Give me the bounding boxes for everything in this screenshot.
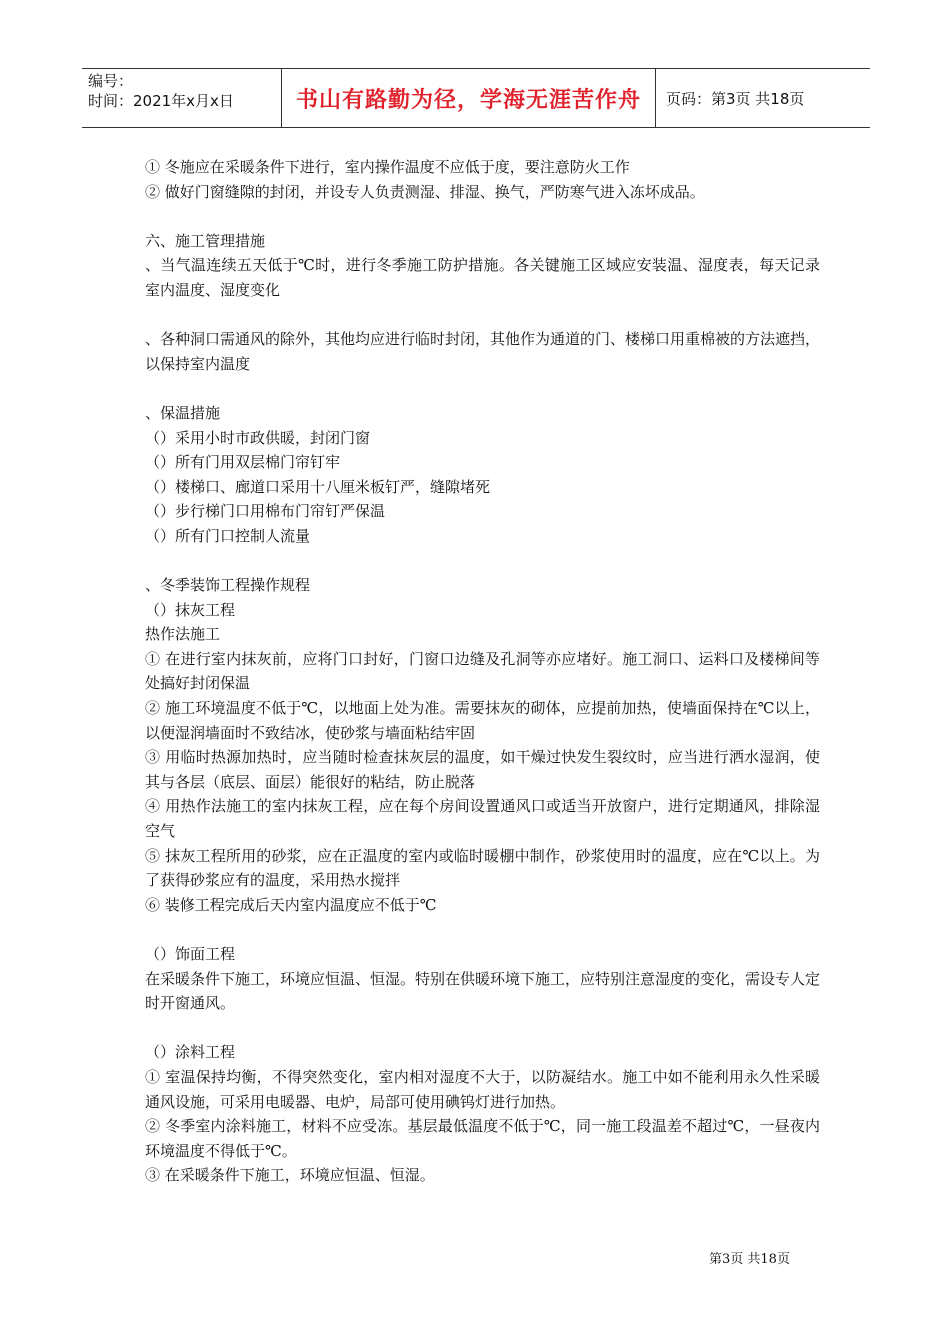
- body-paragraph: 、保温措施: [145, 403, 221, 422]
- body-paragraph: （）饰面工程: [145, 945, 236, 963]
- body-paragraph: （）采用小时市政供暖，封闭门窗: [145, 428, 371, 447]
- body-paragraph: ③ 在采暖条件下施工，环境应恒温、恒湿。: [145, 1166, 435, 1185]
- body-paragraph: ① 冬施应在采暖条件下进行，室内操作温度不应低于度，要注意防火工作: [145, 158, 630, 176]
- body-paragraph: 热作法施工: [145, 625, 221, 644]
- page-header: [82, 68, 870, 128]
- page-footer: [709, 1248, 790, 1267]
- body-paragraph: （）抹灰工程: [145, 600, 236, 619]
- paragraph-gap: [145, 376, 820, 401]
- body-paragraph: （）楼梯口、廊道口采用十八厘米板钉严，缝隙堵死: [145, 477, 491, 496]
- body-paragraph: ① 在进行室内抹灰前，应将门口封好，门窗口边缝及孔洞等亦应堵好。施工洞口、运料口及楼梯间等处搞好封闭保温: [145, 649, 820, 693]
- body-paragraph: ① 室温保持均衡，不得突然变化，室内相对湿度不大于，以防凝结水。施工中如不能利用永久性采暖通风设施，可采用电暖器、电炉，局部可使用碘钨灯进行加热。: [145, 1067, 820, 1111]
- document-date-label: 时间：2021年x月x日: [88, 92, 234, 110]
- body-paragraph: ④ 用热作法施工的室内抹灰工程，应在每个房间设置通风口或适当开放窗户，进行定期通风，排除湿空气: [145, 797, 820, 841]
- body-paragraph: 、冬季装饰工程操作规程: [145, 576, 311, 595]
- body-paragraph: ② 施工环境温度不低于℃，以地面上处为准。需要抹灰的砌体，应提前加热，使墙面保持在℃以上，以便湿润墙面时不致结冰，使砂浆与墙面粘结牢固: [145, 699, 820, 742]
- body-paragraph: 、当气温连续五天低于℃时，进行冬季施工防护措施。各关键施工区域应安装温、湿度表，每天记录室内温度、湿度变化: [145, 256, 820, 299]
- paragraph-gap: [145, 204, 820, 229]
- body-paragraph: ⑥ 装修工程完成后天内室内温度应不低于℃: [145, 895, 437, 914]
- body-paragraph: 六、施工管理措施: [145, 231, 266, 250]
- paragraph-gap: [145, 303, 820, 328]
- body-paragraph: （）步行梯门口用棉布门帘钉严保温: [145, 502, 386, 521]
- body-paragraph: ⑤ 抹灰工程所用的砂浆，应在正温度的室内或临时暖棚中制作，砂浆使用时的温度，应在℃以上。为了获得砂浆应有的温度，采用热水搅拌: [145, 846, 820, 890]
- body-paragraph: 在采暖条件下施工，环境应恒温、恒湿。特别在供暖环境下施工，应特别注意湿度的变化，需设专人定时开窗通风。: [145, 969, 821, 1013]
- document-number-label: 编号：: [88, 72, 134, 90]
- paragraph-gap: [145, 917, 820, 942]
- paragraph-gap: [145, 1016, 820, 1041]
- footer-page-number: 第3页 共18页: [709, 1252, 790, 1267]
- header-motto: 书山有路勤为径，学海无涯苦作舟: [295, 87, 641, 113]
- body-paragraph: ③ 用临时热源加热时，应当随时检查抹灰层的温度，如干燥过快发生裂纹时，应当进行洒水湿润，使其与各层（底层、面层）能很好的粘结，防止脱落: [145, 748, 820, 791]
- body-paragraph: ② 冬季室内涂料施工，材料不应受冻。基层最低温度不低于℃，同一施工段温差不超过℃，一昼夜内环境温度不得低于℃。: [145, 1117, 820, 1160]
- body-paragraph: （）涂料工程: [145, 1043, 236, 1062]
- body-paragraph: ② 做好门窗缝隙的封闭，并设专人负责测湿、排湿、换气，严防寒气进入冻坏成品。: [145, 182, 705, 201]
- header-meta: [82, 69, 282, 127]
- header-motto-cell: [282, 69, 656, 127]
- paragraph-gap: [145, 549, 820, 574]
- body-paragraph: 、各种洞口需通风的除外，其他均应进行临时封闭，其他作为通道的门、楼梯口用重棉被的方法遮挡，以保持室内温度: [145, 330, 821, 373]
- body-paragraph: （）所有门口控制人流量: [145, 526, 311, 545]
- header-page-number: 页码：第3页 共18页: [666, 89, 805, 108]
- body-paragraph: （）所有门用双层棉门帘钉牢: [145, 453, 341, 472]
- document-body: [145, 155, 820, 1188]
- header-page-cell: [656, 69, 870, 127]
